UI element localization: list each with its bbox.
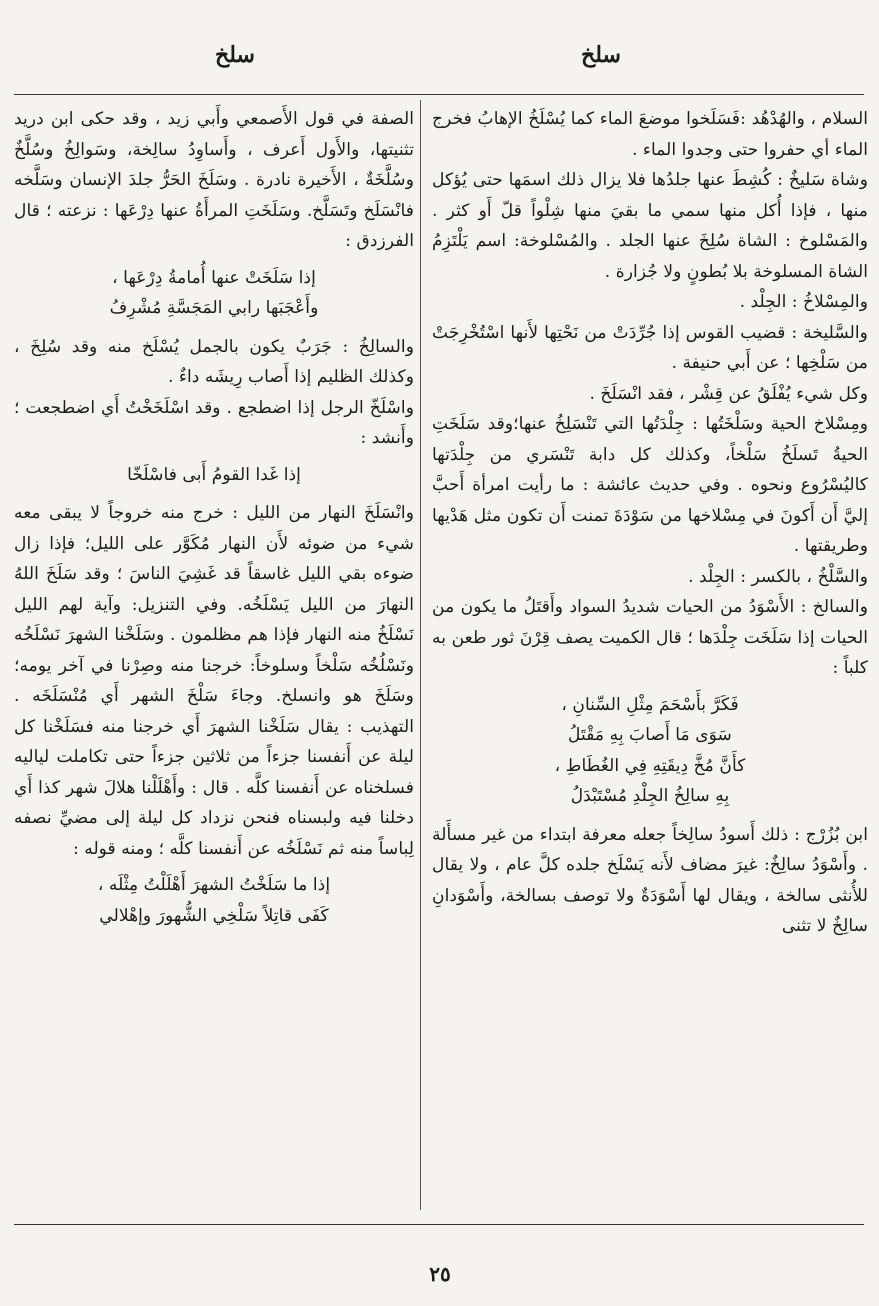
entry-paragraph: والسالخ : الأَسْوَدُ من الحيات شديدُ السواد وأَقتَلُ ما يكون من الحيات إذا سَلَخَت جِلْدَها ؛ قال الكميت يصف قِرْنَ ثور طعن به كلباً : <box>432 597 868 678</box>
left-column-header-word: سلخ <box>215 42 255 68</box>
entry-paragraph: ابن بُزُرْج : ذلك أَسودُ سالِخاً جعله معرفة ابتداء من غير مسأَلة . وأَسْوَدُ سالِخٌ: غيرَ مضاف لأَنه يَسْلَخ جلده كلَّ عام ، ولا يقال للأُنثى سالخة ، ويقال لها أَسْوَدَةٌ ولا توصف بسالخة، وأَسْوَدانِ سالِخٌ لا تثنى <box>432 824 868 936</box>
entry-paragraph: الصفة في قول الأَصمعي وأَبي زيد ، وقد حكى ابن دريد تثنيتها، والأَول أَعرف ، وأَساوِدُ سالِخة، وسَوالِخُ وسُلَّخٌ وسُلَّخَةٌ ، الأَخيرة نادرة . وسَلَخَ الحَرُّ جلدَ الإنسان وسَلَّخه فانْسَلَخ وتَسَلَّخ. وسَلَخَتِ المرأَةُ عنها دِرْعَها : نزعته ؛ قال الفرزدق : <box>14 109 414 251</box>
entry-paragraph: وشاة سَليخٌ : كُشِطَ عنها جلدُها فلا يزال ذلك اسمَها حتى يُؤكل منها ، فإذا أُكل منها سمي ما بقيَ منها شِلْواً قلّ أَو كثر . والمَسْلوخ : الشاة سُلِخَ عنها الجلد . والمُسْلوخة: اسم يَلْتَزِمُ الشاة المسلوخة بلا بُطونٍ ولا جُزارة . <box>432 170 868 282</box>
poem-verse <box>14 870 414 931</box>
bottom-rule-divider <box>14 1224 864 1225</box>
entry-paragraph: والسَّلْخُ ، بالكسر : الجِلْد . <box>688 566 868 587</box>
verse-line: إذا غَدا القومُ أَبى فاسْلَخّا <box>127 464 301 485</box>
entry-paragraph: واسْلَخّ الرجل إذا اضطجع . وقد اسْلَخَخْتُ أَي اضطجعت ؛ وأَنشد : <box>14 397 414 448</box>
entry-paragraph: والمِسْلاخُ : الجِلْد . <box>739 292 868 312</box>
poem-verse <box>432 690 868 812</box>
entry-paragraph: وكل شيء يُفْلَقُ عن قِشْر ، فقد انْسَلَخَ . <box>589 383 868 404</box>
entry-paragraph: والسَّليخة : قضيب القوس إذا جُرِّدَتْ من نَحْتِها لأَنها اسْتُخْرِجَتْ من سَلْخِها ؛ عن أَبي حنيفة . <box>432 322 868 373</box>
verse-line: إذا سَلَخَتْ عنها أُمامةُ دِرْعَها ، <box>112 267 316 288</box>
verse-line: إذا ما سَلَخْتُ الشهرَ أَهْلَلْتُ مِثْلَه ، <box>97 875 331 895</box>
right-column-header-word: سلخ <box>581 42 621 68</box>
verse-line: فَكَرَّ بأَسْحَمَ مِثْلِ السِّنانِ ، <box>561 694 739 715</box>
verse-line: وأَعْجَبَها رابي المَجَسَّةِ مُشْرِفُ <box>109 298 319 318</box>
verse-line: بِهِ سالِخُ الجِلْدِ مُسْتَبْدَلُ <box>570 786 730 806</box>
column-divider <box>420 100 421 1210</box>
poem-verse <box>14 263 414 324</box>
verse-line: كأَنَّ مُخَّ دِيقَتِهِ فِي الغُطَاطِ ، <box>554 755 746 776</box>
entry-paragraph: ومِسْلاخ الحية وسَلْخَتُها : جِلْدَتُها التي تَنْسَلِخُ عنها؛وقد سَلَخَتِ الحيةُ تَسلَخُ سَلْخاً، وكذلك كل دابة تَنْسَري من جِلْدَتها كاليُسْرُوع ونحوه . وفي حديث عائشة : ما رأيت امرأة أَحبَّ إليَّ أَن أَكونَ في مِسْلاخها من سَوْدَةَ تمنت أَن تكون مثل هَدْيها وطريقتها . <box>432 414 868 556</box>
entry-paragraph: وانْسَلَخَ النهار من الليل : خرج منه خروجاً لا يبقى معه شيء من ضوئه لأَن النهار مُكَوَّر على الليل؛ فإذا زال ضوءه بقي الليل غاسقاً قد غَشِيَ الناسَ ؛ وقد سَلَخَ اللهُ النهارَ من الليل يَسْلَخُه. وفي التنزيل: وآية لهم الليل نَسْلَخُ منه النهار فإذا هم مظلمون . وسَلَخْنا الشهرَ نَسْلَخُه ونَسْلُخُه سَلْخاً وسلوخاً: خرجنا منه وصِرْنا في آخر يومه؛وسَلَخَ هو وانسلخ. وجاءَ سَلْخَ الشهر أَي مُنْسَلَخَه . التهذيب : يقال سَلَخْنا الشهرَ أَي خرجنا منه فسَلَخْنا كل ليلة عن أَنفسنا جزءاً من ثلاثين جزءاً حتى تكاملت لياليه فسلخناه عن أَنفسنا كلَّه . قال : وأَهْلَلْنا هلالَ شهر كذا أَي دخلنا فيه ولبسناه فنحن نزداد كل ليلة إلى مضيِّ نصفه لِباساً منه ثم نَسْلَخُه عن أَنفسنا كلَّه ؛ ومنه قوله : <box>14 503 414 859</box>
poem-verse <box>14 460 414 491</box>
left-column <box>14 104 414 1216</box>
entry-paragraph: السلام ، والهُدْهُد :فَسَلَخوا موضعَ الماء كما يُسْلَخُ الإهابُ فخرج الماء أي حفروا حتى وجدوا الماء . <box>432 109 868 160</box>
top-rule-divider <box>14 94 864 95</box>
verse-line: كَفَى قاتِلاً سَلْخِي الشُّهورَ وإهْلالي <box>99 905 329 926</box>
verse-line: سَوَى مَا أَصابَ بِهِ مَقْتَلُ <box>568 725 732 745</box>
page-number: ٢٥ <box>429 1262 451 1286</box>
right-column <box>432 104 868 1216</box>
entry-paragraph: والسالِخُ : جَرَبٌ يكون بالجمل يُسْلَخ منه وقد سُلِخَ ، وكذلك الظليم إذا أَصاب رِيشَه داءٌ . <box>14 336 414 387</box>
